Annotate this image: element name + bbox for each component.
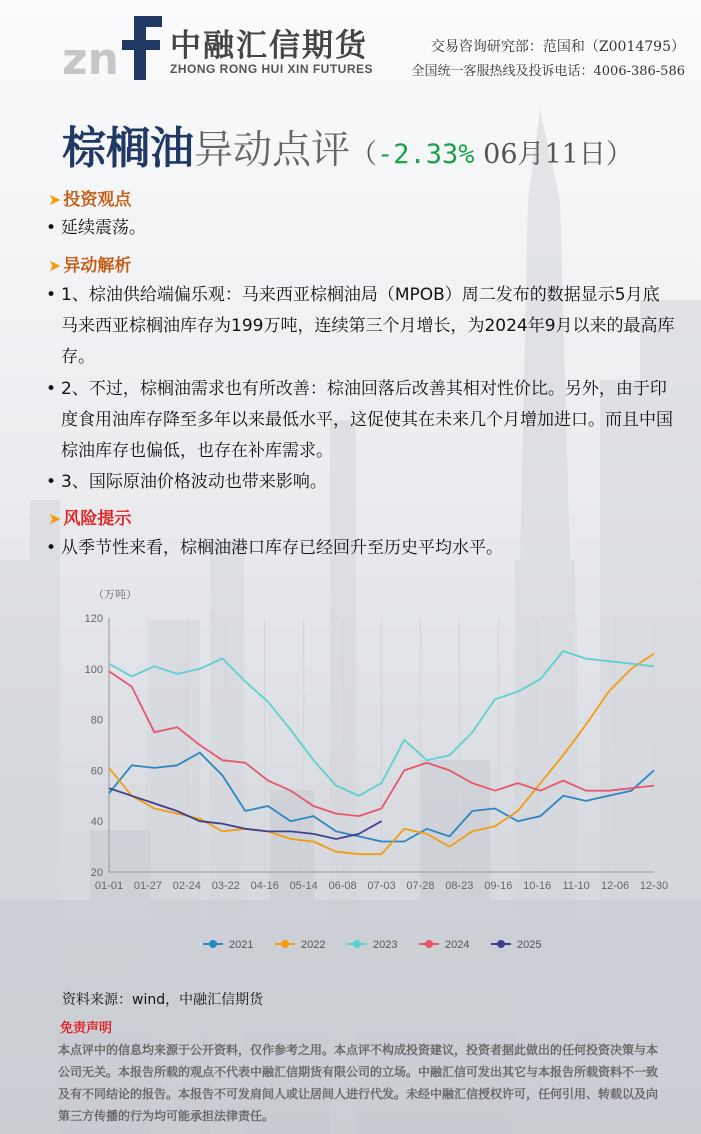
x-tick-label: 04-16	[250, 880, 279, 892]
list-item: • 从季节性来看，棕榈油港口库存已经回升至历史平均水平。	[46, 538, 503, 558]
title-commodity: 棕榈油	[62, 123, 194, 174]
x-tick-label: 10-16	[523, 880, 552, 892]
disclaimer-title: 免责声明	[60, 1021, 113, 1036]
y-tick-label: 60	[90, 765, 103, 778]
legend-swatch-marker	[497, 940, 505, 948]
y-tick-label: 120	[84, 613, 103, 625]
legend-swatch-marker	[353, 940, 361, 948]
list-item: • 延续震荡。	[46, 218, 146, 238]
x-tick-label: 09-16	[484, 880, 513, 892]
x-tick-label: 05-14	[289, 880, 318, 892]
x-tick-label: 12-06	[601, 880, 630, 892]
x-tick-label: 01-01	[94, 880, 124, 892]
company-logo	[60, 14, 164, 80]
chevron-right-icon: ➤	[48, 509, 62, 528]
legend-label: 2022	[301, 939, 326, 951]
x-tick-label: 08-23	[445, 880, 474, 892]
x-tick-label: 07-28	[406, 880, 435, 892]
x-tick-label: 03-22	[211, 880, 240, 892]
section-movement-analysis: ➤ 异动解析	[48, 256, 132, 276]
hotline: 全国统一客服热线及投诉电话：4006-386-586	[411, 64, 685, 79]
x-tick-label: 11-10	[562, 880, 590, 892]
list-item: • 1、棕油供给端偏乐观：马来西亚棕榈油局（MPOB）周二发布的数据显示5月底马来西亚棕榈油库存为199万吨，连续第三个月增长，为2024年9月以来的最高库存。	[46, 285, 675, 367]
legend-swatch-marker	[425, 940, 433, 948]
legend-label: 2021	[229, 939, 254, 951]
company-name-cn: 中融汇信期货	[170, 28, 368, 64]
disclaimer-body: 本点评中的信息均来源于公开资料，仅作参考之用。本点评不构成投资建议，投资者据此做出的任何投资决策与本公司无关。本报告所载的观点不代表中融汇信期货有限公司的立场。中融汇信可发出其它与本报告所载资料不一致及有不同结论的报告。本报告不可发肩间人或让居间人进行代发。未经中融汇信授权许可，任何引用、转载以及向第三方传播的行为均可能承担法律责任。	[58, 1043, 659, 1123]
section-risk-warning: ➤ 风险提示	[48, 509, 132, 529]
x-tick-label: 02-24	[172, 880, 201, 892]
title-subject: 异动点评	[194, 128, 351, 173]
analyst-contact: 交易咨询研究部：范国和（Z0014795）	[430, 39, 685, 55]
chevron-right-icon: ➤	[48, 256, 62, 275]
chevron-right-icon: ➤	[48, 190, 62, 209]
company-name-en: ZHONG RONG HUI XIN FUTURES	[170, 62, 374, 76]
svg-text:zn: zn	[62, 34, 119, 80]
y-tick-label: 80	[90, 714, 103, 727]
price-change: -2.33%	[377, 139, 475, 170]
y-tick-label: 20	[90, 867, 103, 879]
list-item: • 2、不过，棕榈油需求也有所改善：棕油回落后改善其相对性价比。另外，由于印度食用油库存降至多年以来最低水平，这促使其在未来几个月增加进口。而且中国棕油库存也偏低，也存在补库需求。	[46, 379, 673, 461]
section-investment-view: ➤ 投资观点	[48, 190, 132, 210]
x-tick-label: 01-27	[133, 880, 162, 892]
report-title	[62, 112, 633, 176]
y-tick-label: 100	[84, 663, 103, 676]
title-paren: （	[350, 139, 378, 170]
y-axis-label: （万吨）	[93, 588, 137, 601]
list-item: • 3、国际原油价格波动也带来影响。	[46, 472, 327, 492]
x-tick-label: 12-30	[639, 880, 669, 892]
x-tick-label: 07-03	[367, 880, 396, 892]
legend-label: 2024	[445, 939, 470, 951]
legend-label: 2025	[517, 939, 542, 951]
x-tick-label: 06-08	[328, 880, 357, 892]
report-date: 06月11日）	[474, 139, 633, 170]
inventory-line-chart	[72, 575, 672, 975]
legend-swatch-marker	[281, 940, 289, 948]
legend-swatch-marker	[209, 940, 217, 948]
y-tick-label: 40	[90, 816, 103, 829]
legend-label: 2023	[373, 939, 398, 951]
data-source: 资料来源：wind，中融汇信期货	[62, 992, 264, 1008]
